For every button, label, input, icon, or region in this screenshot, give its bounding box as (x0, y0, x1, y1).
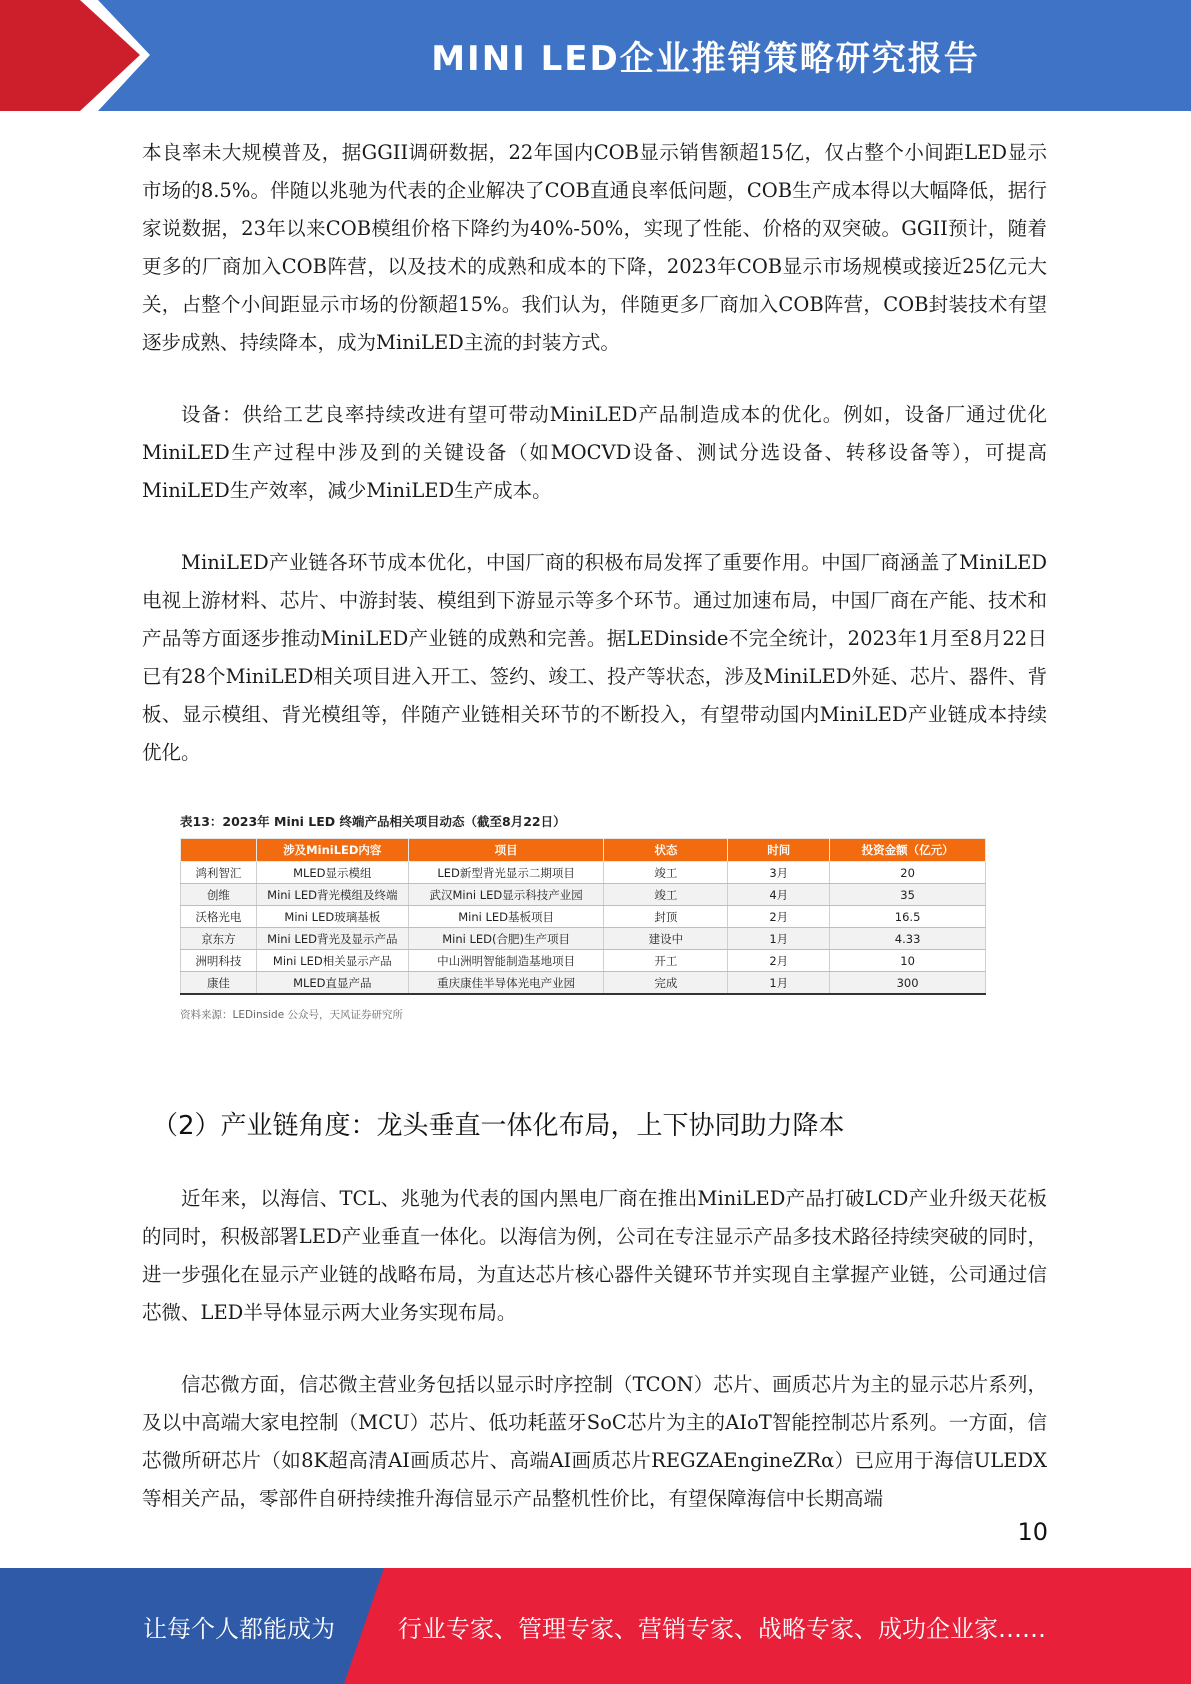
table-cell: Mini LED背光模组及终端 (256, 884, 408, 906)
body-text-top (142, 134, 1047, 772)
table-cell: 10 (830, 950, 986, 972)
table-cell: Mini LED基板项目 (408, 906, 604, 928)
table-row (181, 950, 986, 972)
table-cell: Mini LED玻璃基板 (256, 906, 408, 928)
table-cell: 1月 (728, 972, 830, 995)
table-cell: 创维 (181, 884, 257, 906)
table-cell: 2月 (728, 906, 830, 928)
paragraph: 本良率未大规模普及，据GGII调研数据，22年国内COB显示销售额超15亿，仅占整个小间距LED显示市场的8.5%。伴随以兆驰为代表的企业解决了COB直通良率低问题，COB生产成本得以大幅降低，据行家说数据，23年以来COB模组价格下降约为40%-50%，实现了性能、价格的双突破。GGII预计，随着更多的厂商加入COB阵营，以及技术的成熟和成本的下降，2023年COB显示市场规模或接近25亿元大关，占整个小间距显示市场的份额超15%。我们认为，伴随更多厂商加入COB阵营，COB封装技术有望逐步成熟、持续降本，成为MiniLED主流的封装方式。 (142, 141, 1047, 354)
body-text-bottom (142, 1180, 1047, 1518)
table-cell: 2月 (728, 950, 830, 972)
table-cell: 完成 (604, 972, 728, 995)
table-cell: 中山洲明智能制造基地项目 (408, 950, 604, 972)
table-row (181, 862, 986, 884)
table-cell: 康佳 (181, 972, 257, 995)
table-cell: Mini LED背光及显示产品 (256, 928, 408, 950)
table-cell: 京东方 (181, 928, 257, 950)
projects-table (180, 838, 986, 995)
table-cell: 竣工 (604, 862, 728, 884)
footer-slogan-right: 行业专家、管理专家、营销专家、战略专家、成功企业家…… (398, 1614, 1046, 1643)
table-cell: 竣工 (604, 884, 728, 906)
table-cell: 沃格光电 (181, 906, 257, 928)
footer-slogan-left: 让每个人都能成为 (143, 1614, 335, 1643)
table-row (181, 884, 986, 906)
table-cell: 洲明科技 (181, 950, 257, 972)
column-header (181, 839, 257, 862)
report-title: MINI LED企业推销策略研究报告 (431, 39, 980, 79)
page-header (0, 0, 1191, 111)
table-source: 资料来源：LEDinside 公众号，天风证券研究所 (180, 1009, 403, 1021)
table-cell: 开工 (604, 950, 728, 972)
table-caption: 表13：2023年 Mini LED 终端产品相关项目动态（截至8月22日） (180, 814, 566, 829)
table-cell: 300 (830, 972, 986, 995)
table-cell: 20 (830, 862, 986, 884)
paragraph: MiniLED产业链各环节成本优化，中国厂商的积极布局发挥了重要作用。中国厂商涵盖了MiniLED电视上游材料、芯片、中游封装、模组到下游显示等多个环节。通过加速布局，中国厂商在产能、技术和产品等方面逐步推动MiniLED产业链的成熟和完善。据LEDinside不完全统计，2023年1月至8月22日已有28个MiniLED相关项目进入开工、签约、竣工、投产等状态，涉及MiniLED外延、芯片、器件、背板、显示模组、背光模组等，伴随产业链相关环节的不断投入，有望带动国内MiniLED产业链成本持续优化。 (142, 551, 1047, 764)
paragraph: 设备：供给工艺良率持续改进有望可带动MiniLED产品制造成本的优化。例如，设备厂通过优化MiniLED生产过程中涉及到的关键设备（如MOCVD设备、测试分选设备、转移设备等），可提高MiniLED生产效率，减少MiniLED生产成本。 (142, 403, 1047, 502)
table-cell: 35 (830, 884, 986, 906)
table-figure (178, 812, 986, 1022)
column-header: 涉及MiniLED内容 (256, 839, 408, 862)
column-header: 状态 (604, 839, 728, 862)
table-cell: Mini LED(合肥)生产项目 (408, 928, 604, 950)
table-cell: 3月 (728, 862, 830, 884)
column-header: 时间 (728, 839, 830, 862)
table-cell: 建设中 (604, 928, 728, 950)
table-cell: Mini LED相关显示产品 (256, 950, 408, 972)
table-header-row (181, 839, 986, 862)
table-cell: MLED显示模组 (256, 862, 408, 884)
table-cell: 4.33 (830, 928, 986, 950)
table-cell: 鸿利智汇 (181, 862, 257, 884)
paragraph: 近年来，以海信、TCL、兆驰为代表的国内黑电厂商在推出MiniLED产品打破LCD产业升级天花板的同时，积极部署LED产业垂直一体化。以海信为例，公司在专注显示产品多技术路径持续突破的同时，进一步强化在显示产业链的战略布局，为直达芯片核心器件关键环节并实现自主掌握产业链，公司通过信芯微、LED半导体显示两大业务实现布局。 (142, 1187, 1047, 1324)
table-cell: 封顶 (604, 906, 728, 928)
column-header: 投资金额（亿元） (830, 839, 986, 862)
table-row (181, 928, 986, 950)
table-cell: MLED直显产品 (256, 972, 408, 995)
paragraph: 信芯微方面，信芯微主营业务包括以显示时序控制（TCON）芯片、画质芯片为主的显示芯片系列，及以中高端大家电控制（MCU）芯片、低功耗蓝牙SoC芯片为主的AIoT智能控制芯片系列。一方面，信芯微所研芯片（如8K超高清AI画质芯片、高端AI画质芯片REGZAEngineZRα）已应用于海信ULEDX等相关产品，零部件自研持续推升海信显示产品整机性价比，有望保障海信中长期高端 (142, 1373, 1047, 1510)
section-heading: （2）产业链角度：龙头垂直一体化布局，上下协同助力降本 (152, 1111, 845, 1141)
table-cell: 武汉Mini LED显示科技产业园 (408, 884, 604, 906)
column-header: 项目 (408, 839, 604, 862)
table-cell: 1月 (728, 928, 830, 950)
table-row (181, 972, 986, 995)
table-cell: 4月 (728, 884, 830, 906)
table-cell: LED新型背光显示二期项目 (408, 862, 604, 884)
table-cell: 重庆康佳半导体光电产业园 (408, 972, 604, 995)
page-number: 10 (1017, 1518, 1048, 1546)
table-cell: 16.5 (830, 906, 986, 928)
page-footer (0, 1568, 1191, 1684)
table-row (181, 906, 986, 928)
header-arrow-decoration (0, 0, 160, 111)
